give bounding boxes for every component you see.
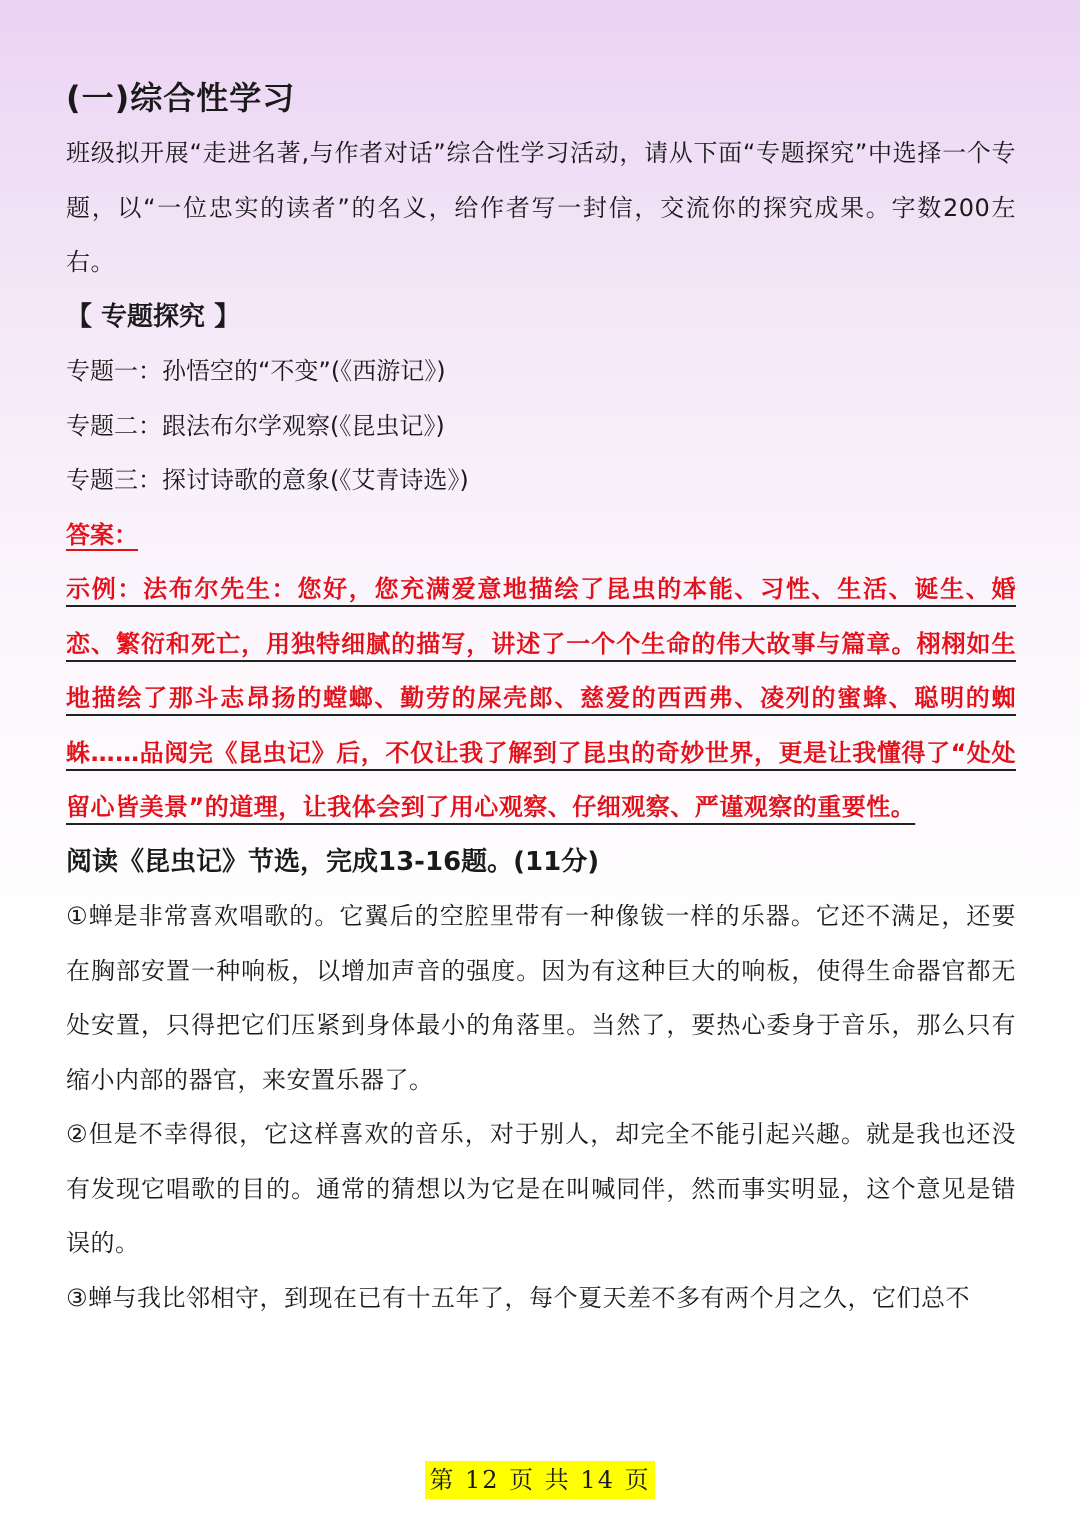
reading-paragraph-2: ②但是不幸得很，它这样喜欢的音乐，对于别人，却完全不能引起兴趣。就是我也还没有发现它唱歌的目的。通常的猜想以为它是在叫喊同伴，然而事实明显，这个意见是错误的。 [66,1120,1016,1257]
document-page [66,70,1016,1325]
intro-paragraph: 班级拟开展“走进名著,与作者对话”综合性学习活动，请从下面“专题探究”中选择一个专题，以“一位忠实的读者”的名义，给作者写一封信，交流你的探究成果。字数200左右。 [66,139,1016,276]
topics-heading: 【 专题探究 】 [66,301,241,332]
answer-label: 答案： [66,520,138,549]
topic-item-3: 专题三：探讨诗歌的意象(《艾青诗选》) [66,466,469,494]
reading-title: 阅读《昆虫记》节选，完成13-16题。(11分) [66,846,600,877]
reading-paragraph-1: ①蝉是非常喜欢唱歌的。它翼后的空腔里带有一种像钹一样的乐器。它还不满足，还要在胸部安置一种响板，以增加声音的强度。因为有这种巨大的响板，使得生命器官都无处安置，只得把它们压紧到身体最小的角落里。当然了，要热心委身于音乐，那么只有缩小内部的器官，来安置乐器了。 [66,902,1016,1094]
reading-paragraph-3: ③蝉与我比邻相守，到现在已有十五年了，每个夏天差不多有两个月之久，它们总不 [66,1283,971,1312]
answer-label-line [66,508,1016,563]
page-footer [0,1461,1080,1499]
topic-item-1: 专题一：孙悟空的“不变”(《西游记》) [66,357,446,385]
topic-item-2: 专题二：跟法布尔学观察(《昆虫记》) [66,411,445,440]
page-number: 第 12 页 共 14 页 [425,1461,654,1499]
answer-text: 示例：法布尔先生：您好，您充满爱意地描绘了昆虫的本能、习性、生活、诞生、婚恋、繁衍和死亡，用独特细腻的描写，讲述了一个个生命的伟大故事与篇章。栩栩如生地描绘了那斗志昂扬的螳螂、勤劳的屎壳郎、慈爱的西西弗、凌列的蜜蜂、聪明的蜘蛛……品阅完《昆虫记》后，不仅让我了解到了昆虫的奇妙世界，更是让我懂得了“处处留心皆美景”的道理，让我体会到了用心观察、仔细观察、严谨观察的重要性。 [66,575,1016,821]
section-title: (一)综合性学习 [66,79,296,117]
